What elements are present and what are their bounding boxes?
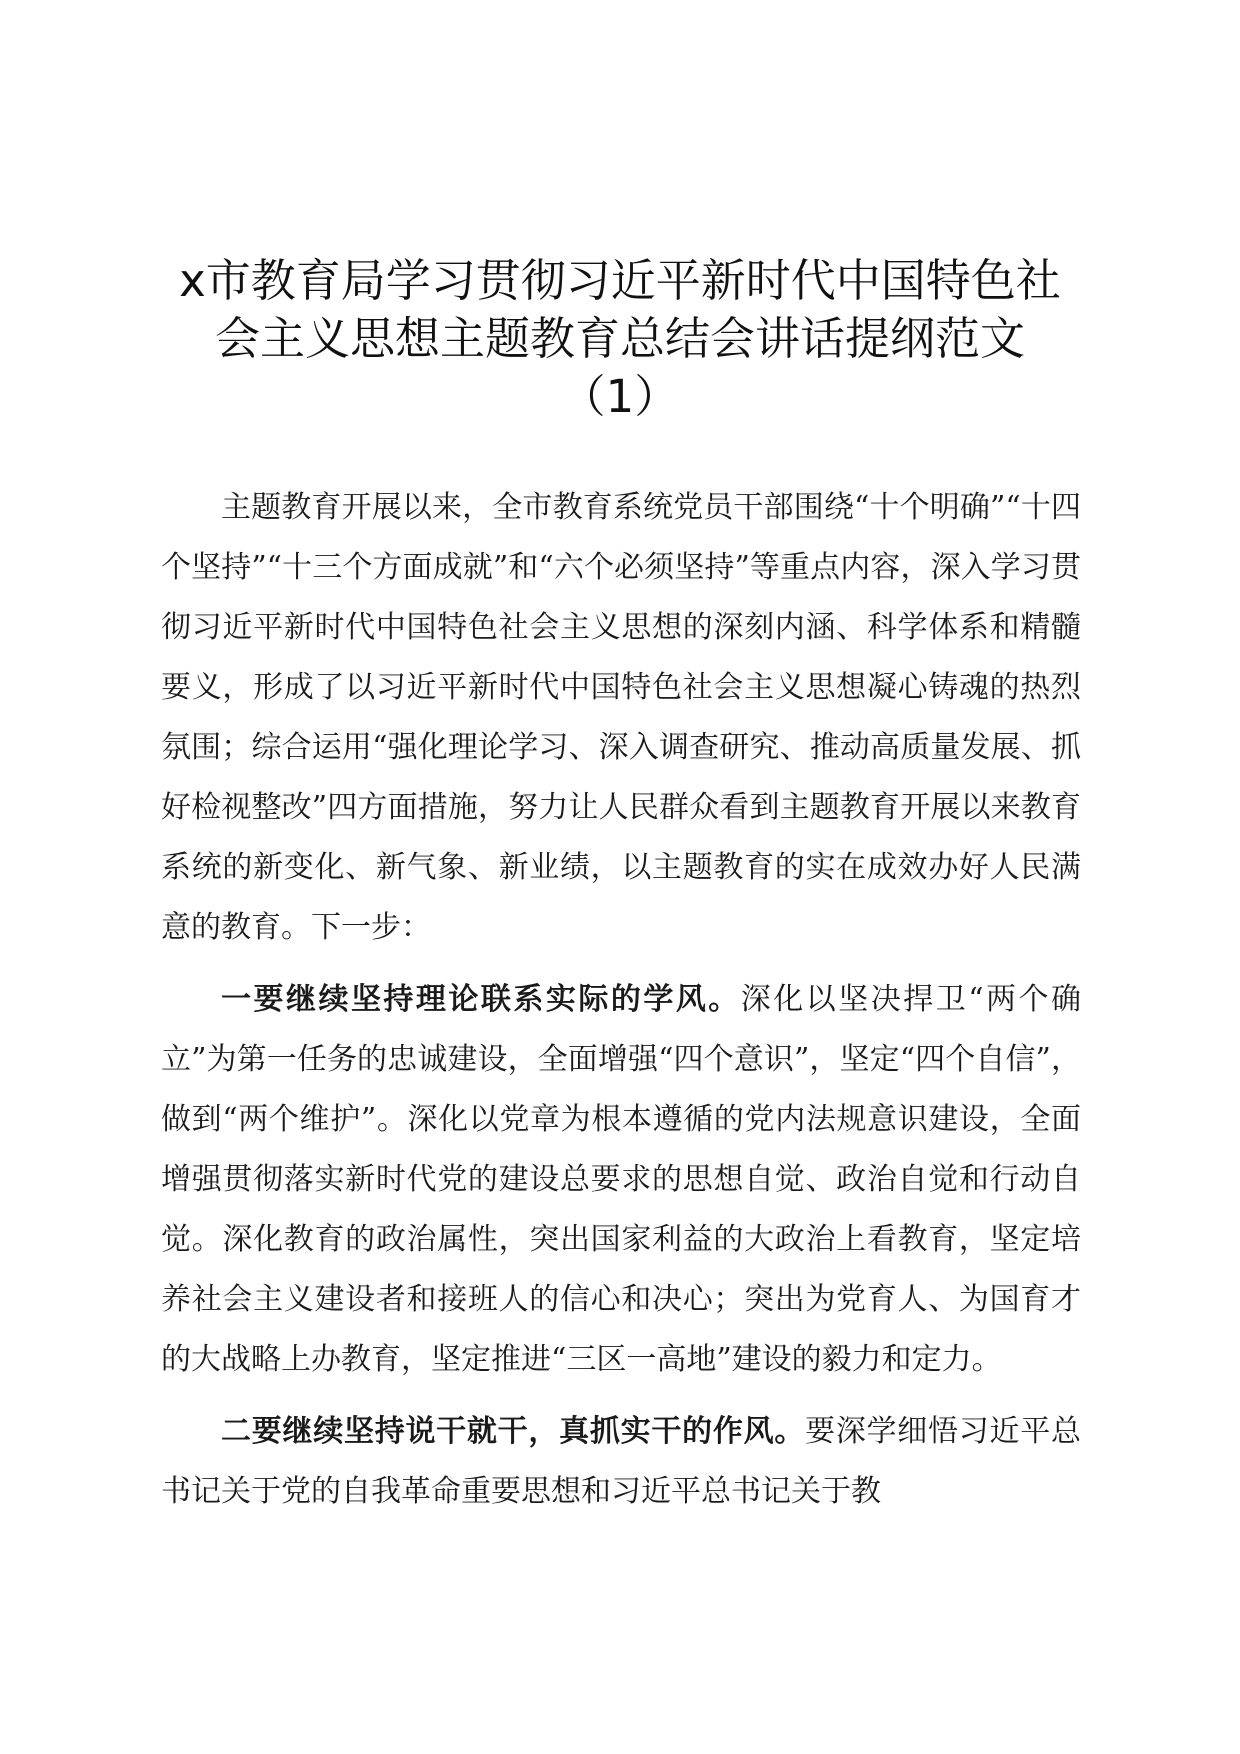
title-line-3: （1） xyxy=(560,370,680,423)
title-line-1: x市教育局学习贯彻习近平新时代中国特色社 xyxy=(179,254,1061,307)
paragraph-text: 深化以坚决捍卫“两个确立”为第一任务的忠诚建设，全面增强“四个意识”，坚定“四个自信”，做到“两个维护”。深化以党章为根本遵循的党内法规意识建设，全面增强贯彻落实新时代党的建设总要求的思想自觉、政治自觉和行动自觉。深化教育的政治属性，突出国家利益的大政治上看教育，坚定培养社会主义建设者和接班人的信心和决心；突出为党育人、为国育才的大战略上办教育，坚定推进“三区一高地”建设的毅力和定力。 xyxy=(161,982,1082,1377)
paragraph-intro xyxy=(161,478,1081,958)
paragraph-lead: 一要继续坚持理论联系实际的学风。 xyxy=(221,982,741,1017)
title-line-2: 会主义思想主题教育总结会讲话提纲范文 xyxy=(214,312,1025,365)
paragraph-text: 主题教育开展以来，全市教育系统党员干部围绕“十个明确”“十四个坚持”“十三个方面成就”和“六个必须坚持”等重点内容，深入学习贯彻习近平新时代中国特色社会主义思想的深刻内涵、科学体系和精髓要义，形成了以习近平新时代中国特色社会主义思想凝心铸魂的热烈氛围；综合运用“强化理论学习、深入调查研究、推动高质量发展、抓好检视整改”四方面措施，努力让人民群众看到主题教育开展以来教育系统的新变化、新气象、新业绩，以主题教育的实在成效办好人民满意的教育。下一步： xyxy=(161,490,1081,945)
document-title xyxy=(150,252,1090,426)
paragraph-point-one xyxy=(161,970,1081,1390)
paragraph-text: 要深学细悟习近平总书记关于党的自我革命重要思想和习近平总书记关于教 xyxy=(161,1414,1082,1509)
document-body xyxy=(161,478,1081,1522)
paragraph-lead: 二要继续坚持说干就干，真抓实干的作风。 xyxy=(221,1414,806,1449)
paragraph-point-two xyxy=(161,1402,1081,1522)
